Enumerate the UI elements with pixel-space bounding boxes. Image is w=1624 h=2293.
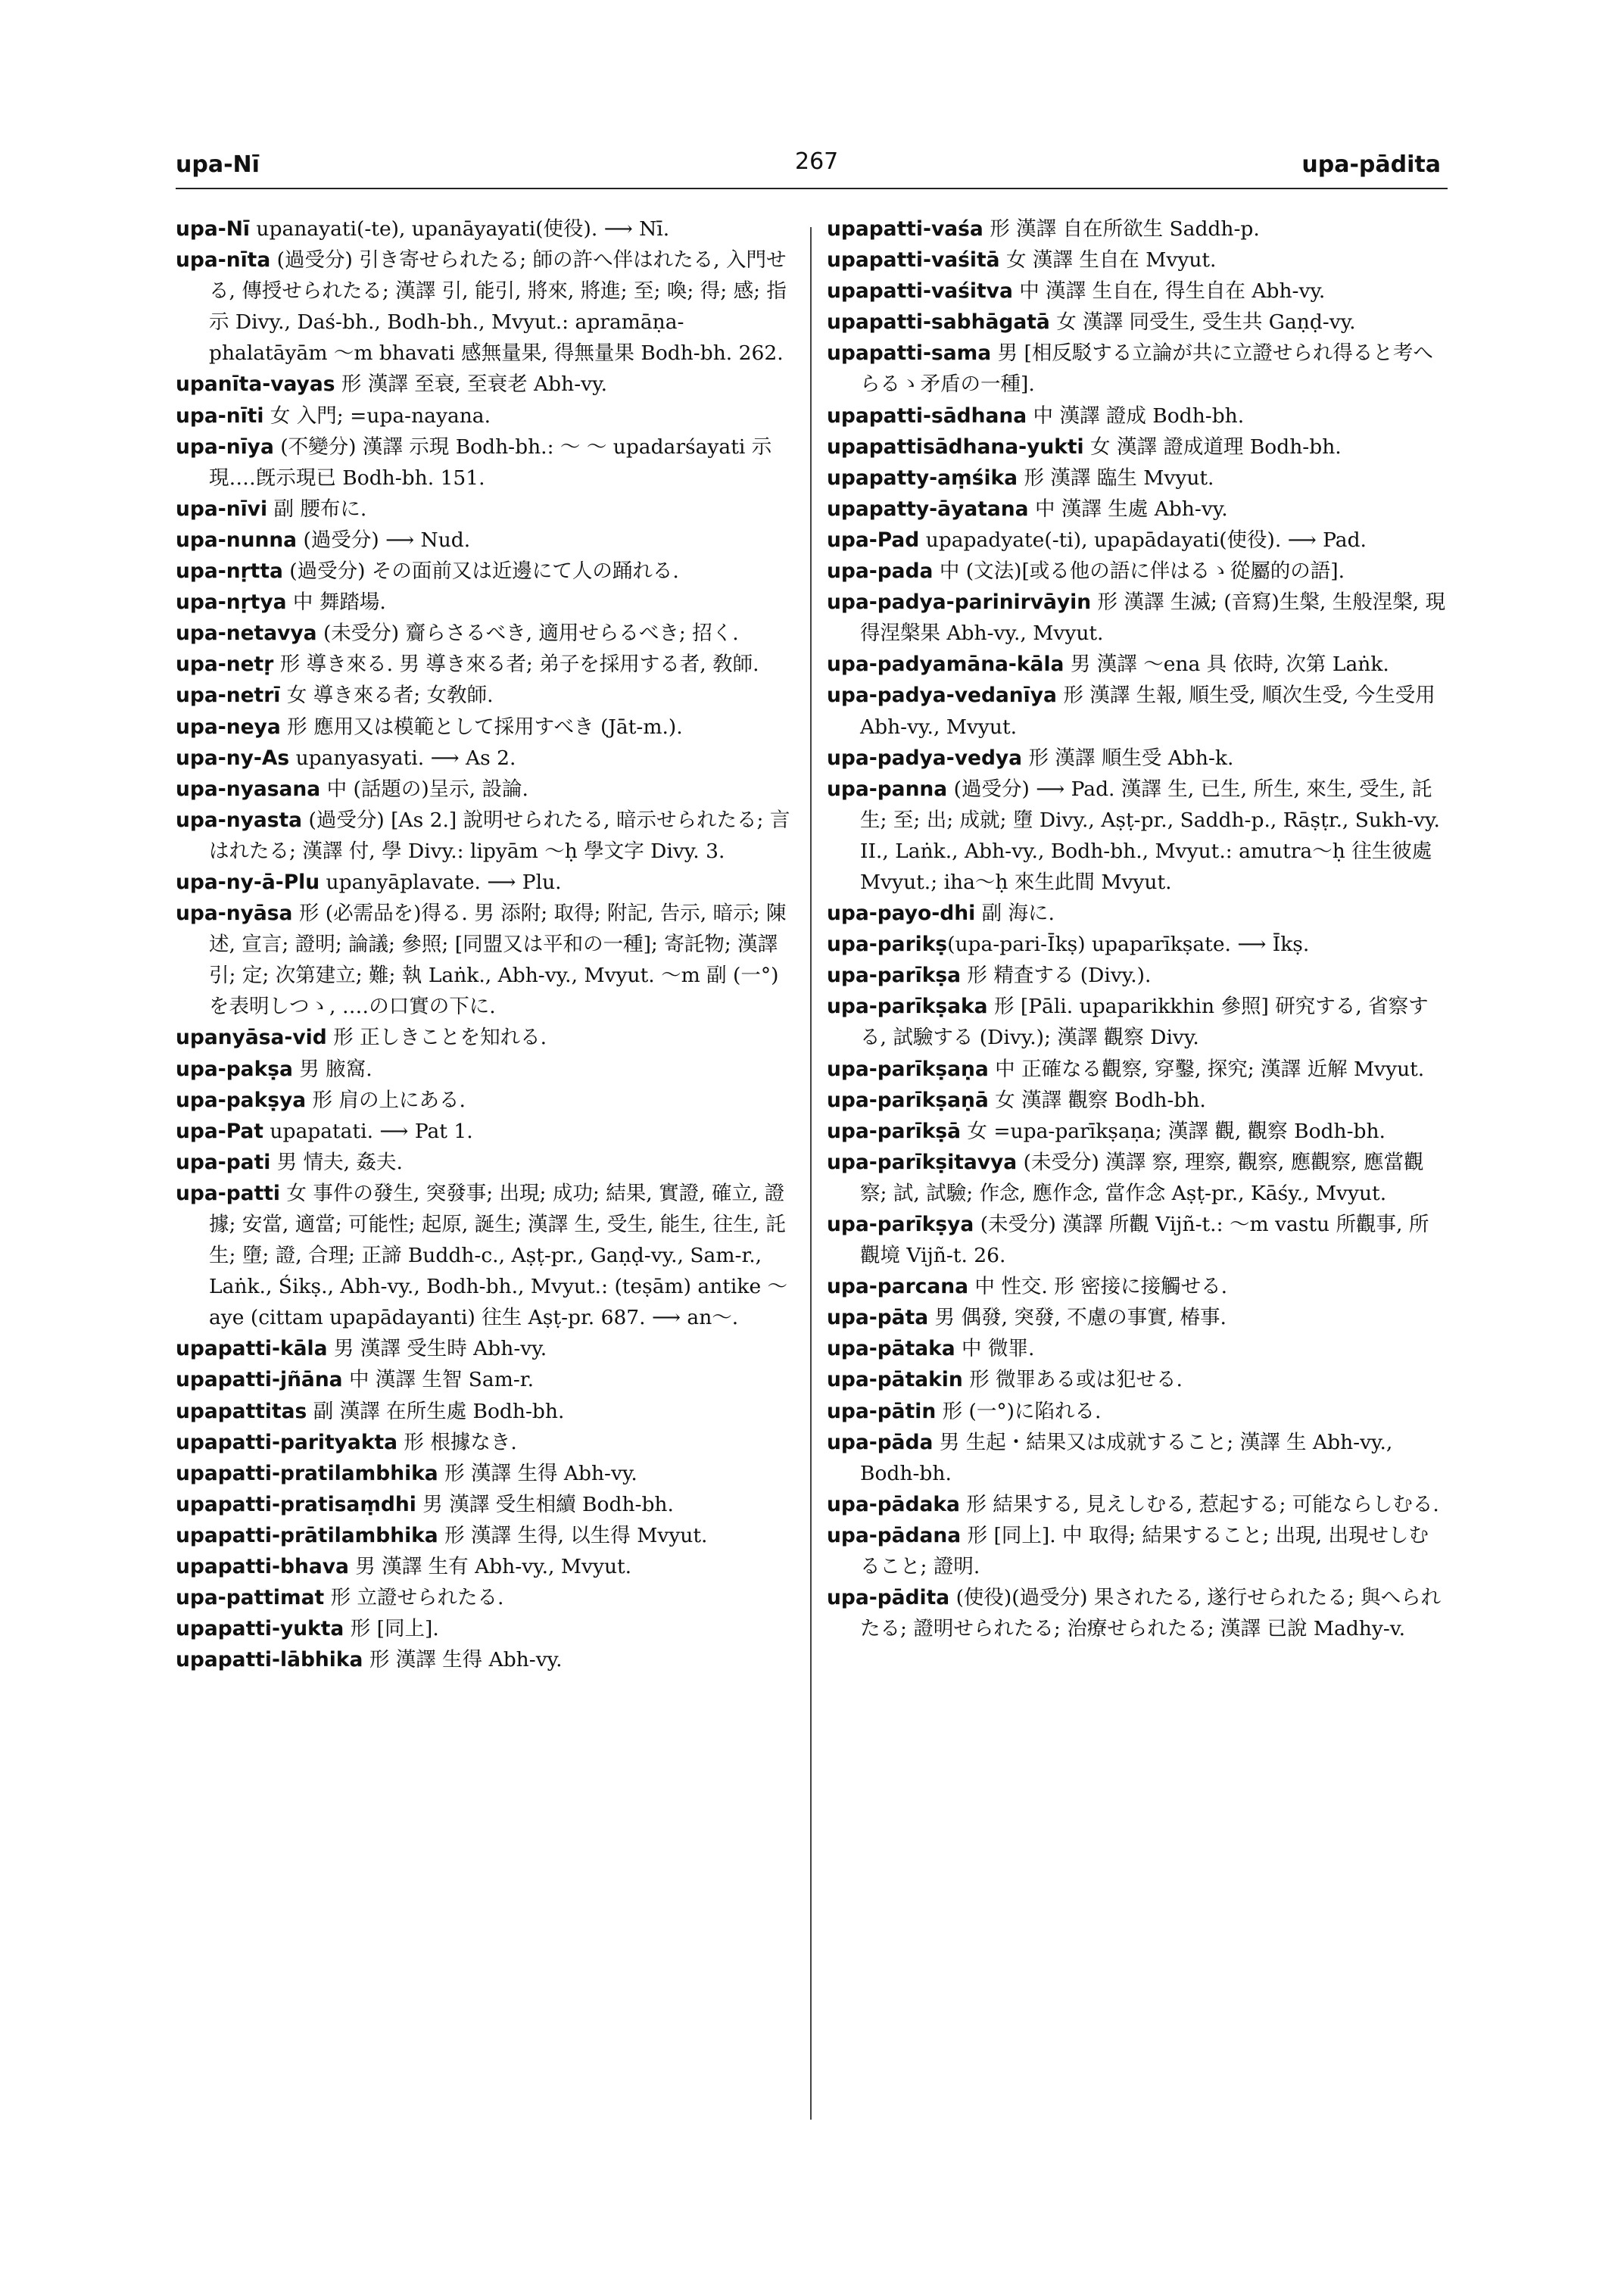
entry-headword: upapatty-aṃśika — [827, 466, 1018, 490]
entry-definition: (未受分) 齎らさるべき, 適用せらるべき; 招く. — [316, 622, 739, 646]
dictionary-entry — [176, 1333, 796, 1364]
entry-definition: 副 海に. — [975, 902, 1055, 926]
entry-headword: upapatti-parityakta — [176, 1430, 397, 1454]
dictionary-entry — [176, 1458, 796, 1489]
entry-headword: upapattitas — [176, 1399, 307, 1423]
entry-definition: 形 結果する, 見えしむる, 惹起する; 可能ならしむる. — [959, 1492, 1439, 1516]
entry-headword: upapatti-vaśitva — [827, 279, 1013, 304]
entry-definition: upanyasyati. ⟶ As 2. — [289, 746, 516, 770]
entry-definition: 形 漢譯 生得, 以生得 Mvyut. — [438, 1523, 708, 1547]
entry-headword: upa-netavya — [176, 622, 317, 646]
entry-definition: 男 漢譯 生有 Abh-vy., Mvyut. — [348, 1555, 632, 1579]
entry-headword: upa-netrī — [176, 684, 281, 708]
entry-headword: upapatti-prātilambhika — [176, 1523, 438, 1547]
left-column — [176, 213, 796, 1675]
entry-headword: upanyāsa-vid — [176, 1026, 327, 1050]
dictionary-entry — [176, 743, 796, 774]
dictionary-entry — [176, 213, 796, 245]
entry-definition: upapatati. ⟶ Pat 1. — [263, 1119, 473, 1143]
entry-definition: 中 漢譯 證成 Bodh-bh. — [1027, 403, 1245, 428]
entry-definition: 形 漢譯 生報, 順生受, 順次生受, 今生受用 Abh-vy., Mvyut. — [860, 684, 1435, 739]
entry-definition: 男 漢譯 受生時 Abh-vy. — [327, 1337, 547, 1361]
dictionary-entry — [827, 1520, 1448, 1582]
entry-headword: upa-nīya — [176, 435, 274, 459]
entry-headword: upa-nīti — [176, 403, 264, 428]
dictionary-entry — [176, 1644, 796, 1675]
dictionary-entry — [827, 1489, 1448, 1520]
entry-headword: upapatti-sādhana — [827, 403, 1027, 428]
dictionary-entry — [176, 1427, 796, 1458]
dictionary-entry — [827, 463, 1448, 494]
entry-definition: 形 應用又は模範として採用すべき (Jāt-m.). — [280, 715, 683, 739]
entry-definition: 男 漢譯 受生相續 Bodh-bh. — [416, 1492, 674, 1516]
entry-headword: upa-nyasta — [176, 808, 303, 832]
entry-definition: 形 (必需品を)得る. 男 添附; 取得; 附記, 告示, 暗示; 陳述, 宣言; 證明; 論議; 參照; [同盟又は平和の一種]; 寄託物; 漢譯 引; 定; 次第建立; 難; 執 Laṅk., Abh-vy., Mvyut. ～m 副 (一°)を表明しつゝ, ‥‥の口實の下に. — [209, 902, 787, 1019]
entry-headword: upa-payo-dhi — [827, 902, 976, 926]
entry-headword: upapatti-pratilambhika — [176, 1461, 438, 1485]
entry-headword: upa-pati — [176, 1150, 271, 1174]
dictionary-entry — [176, 680, 796, 711]
dictionary-entry — [827, 680, 1448, 742]
dictionary-entry — [827, 1396, 1448, 1427]
entry-headword: upa-padya-vedanīya — [827, 684, 1057, 708]
entry-definition: 形 漢譯 自在所欲生 Saddh-p. — [983, 217, 1260, 241]
dictionary-entry — [176, 898, 796, 1022]
dictionary-entry — [827, 1116, 1448, 1147]
entry-headword: upa-parīkṣitavya — [827, 1150, 1018, 1174]
entry-headword: upapatti-pratisaṃdhi — [176, 1492, 416, 1516]
entry-headword: upapatty-āyatana — [827, 497, 1029, 521]
entry-definition: 中 微罪. — [955, 1337, 1035, 1361]
dictionary-entry — [827, 213, 1448, 245]
dictionary-entry — [176, 1054, 796, 1085]
entry-headword: upapatti-vaśitā — [827, 248, 1000, 273]
entry-headword: upa-patti — [176, 1181, 280, 1205]
entry-headword: upapatti-kāla — [176, 1337, 328, 1361]
dictionary-entry — [827, 1333, 1448, 1364]
entry-headword: upapatti-yukta — [176, 1617, 344, 1641]
entry-headword: upa-parcana — [827, 1275, 968, 1299]
dictionary-entry — [827, 1054, 1448, 1085]
entry-headword: upa-padya-parinirvāyin — [827, 590, 1092, 615]
dictionary-entry — [827, 307, 1448, 338]
entry-definition: 中 正確なる觀察, 穿鑿, 探究; 漢譯 近解 Mvyut. — [988, 1057, 1425, 1081]
dictionary-entry — [827, 400, 1448, 431]
entry-definition: 女 漢譯 生自在 Mvyut. — [999, 248, 1217, 273]
entry-headword: upapatti-lābhika — [176, 1648, 363, 1672]
entry-definition: (不變分) 漢譯 示現 Bodh-bh.: ～ ～ upadarśayati 示現‥‥旣示現已 Bodh-bh. 151. — [209, 435, 772, 490]
entry-headword: upa-nīta — [176, 248, 271, 273]
entry-headword: upa-Pat — [176, 1119, 263, 1143]
dictionary-entry — [827, 929, 1448, 960]
entry-definition: 男 [相反駁する立論が共に立證せられ得ると考へらるゝ矛盾の一種]. — [860, 341, 1433, 397]
dictionary-entry — [176, 774, 796, 805]
entry-headword: upa-pāda — [827, 1430, 934, 1454]
entry-definition: 形 漢譯 生得 Abh-vy. — [363, 1648, 563, 1672]
dictionary-entry — [176, 1178, 796, 1333]
entry-definition: (未受分) 漢譯 察, 理察, 觀察, 應觀察, 應當觀察; 試, 試驗; 作念, 應作念, 當作念 Aṣṭ-pr., Kāśy., Mvyut. — [860, 1150, 1424, 1205]
entry-headword: upapatti-sama — [827, 341, 992, 366]
entry-definition: 形 漢譯 生得 Abh-vy. — [438, 1461, 637, 1485]
entry-definition: (過受分) ⟶ Nud. — [297, 528, 471, 552]
dictionary-entry — [827, 1147, 1448, 1209]
dictionary-entry — [176, 587, 796, 618]
entry-definition: 副 漢譯 在所生處 Bodh-bh. — [307, 1399, 565, 1423]
entry-definition: 女 漢譯 證成道理 Bodh-bh. — [1083, 435, 1342, 459]
entry-headword: upa-nyāsa — [176, 902, 293, 926]
dictionary-entry — [176, 494, 796, 525]
entry-definition: 男 腋窩. — [292, 1057, 372, 1081]
entry-definition: 女 導き來る者; 女敎師. — [280, 684, 494, 708]
entry-headword: upa-neya — [176, 715, 281, 739]
entry-headword: upa-Nī — [176, 217, 250, 241]
entry-headword: upa-parīkṣaka — [827, 995, 988, 1019]
entry-definition: 形 漢譯 臨生 Mvyut. — [1018, 466, 1214, 490]
dictionary-entry — [176, 867, 796, 898]
entry-definition: 形 漢譯 生滅; (音寫)生槃, 生般涅槃, 現得涅槃果 Abh-vy., Mvyut. — [860, 590, 1446, 646]
entry-definition: (未受分) 漢譯 所觀 Vijñ-t.: ～m vastu 所觀事, 所觀境 Vijñ-t. 26. — [860, 1213, 1429, 1268]
entry-definition: 女 漢譯 觀察 Bodh-bh. — [988, 1088, 1206, 1112]
dictionary-entry — [176, 1022, 796, 1053]
entry-headword: upa-ny-As — [176, 746, 290, 770]
dictionary-entry — [827, 1582, 1448, 1644]
entry-headword: upa-parīkṣaṇā — [827, 1088, 989, 1112]
entry-headword: upa-pātaka — [827, 1337, 955, 1361]
entry-definition: 中 漢譯 生智 Sam-r. — [342, 1368, 534, 1392]
dictionary-entry — [827, 649, 1448, 680]
entry-definition: 形 根據なき. — [397, 1430, 517, 1454]
running-head-right: upa-pādita — [1301, 151, 1441, 178]
dictionary-entry — [827, 1085, 1448, 1116]
entry-definition: 形 漢譯 順生受 Abh-k. — [1022, 746, 1234, 770]
entry-definition: 女 漢譯 同受生, 受生共 Gaṇḍ-vy. — [1049, 310, 1356, 335]
dictionary-entry — [827, 1302, 1448, 1333]
entry-definition: 男 偶發, 突發, 不慮の事實, 椿事. — [928, 1306, 1227, 1330]
entry-definition: 形 [同上]. 中 取得; 結果すること; 出現, 出現せしむること; 證明. — [860, 1523, 1429, 1579]
dictionary-entry — [176, 400, 796, 431]
entry-definition: 女 =upa-parīkṣaṇa; 漢譯 觀, 觀察 Bodh-bh. — [961, 1119, 1386, 1143]
page-number: 267 — [795, 148, 839, 175]
entry-definition: 中 舞踏場. — [286, 590, 386, 615]
dictionary-entry — [176, 618, 796, 649]
dictionary-entry — [827, 991, 1448, 1053]
entry-headword: upa-pattimat — [176, 1586, 325, 1610]
entry-headword: upa-pādaka — [827, 1492, 960, 1516]
entry-headword: upa-pāta — [827, 1306, 929, 1330]
dictionary-entry — [827, 431, 1448, 463]
dictionary-entry — [827, 960, 1448, 991]
entry-headword: upa-pātin — [827, 1399, 937, 1423]
entry-headword: upa-parikṣ — [827, 933, 948, 957]
entry-headword: upa-parīkṣaṇa — [827, 1057, 989, 1081]
dictionary-entry — [176, 556, 796, 587]
entry-headword: upa-nunna — [176, 528, 298, 552]
dictionary-entry — [176, 1520, 796, 1551]
entry-definition: 女 事件の發生, 突發事; 出現; 成功; 結果, 實證, 確立, 證據; 安當, 適當; 可能性; 起原, 誕生; 漢譯 生, 受生, 能生, 往生, 託生; 墮; 證, 合理; 正諦 Buddh-c., Aṣṭ-pr., Gaṇḍ-vy., Sam-r., Laṅk., Śikṣ., Abh-vy., Bodh-bh., Mvyut.: (teṣām) antike ～aye (cittam upapādayanti) 往生 Aṣṭ-pr. 687. ⟶ an～. — [209, 1181, 788, 1330]
dictionary-entry — [176, 245, 796, 369]
dictionary-entry — [176, 1364, 796, 1395]
entry-definition: 男 漢譯 ～ena 具 依時, 次第 Laṅk. — [1064, 653, 1389, 677]
dictionary-entry — [176, 1613, 796, 1644]
column-divider — [810, 227, 812, 2120]
entry-definition: 形 [同上]. — [344, 1617, 439, 1641]
dictionary-entry — [176, 1551, 796, 1582]
dictionary-entry — [827, 276, 1448, 307]
dictionary-entry — [176, 712, 796, 743]
entry-headword: upa-pakṣya — [176, 1088, 307, 1112]
dictionary-entry — [827, 774, 1448, 898]
entry-headword: upapatti-sabhāgatā — [827, 310, 1050, 335]
entry-definition: 中 性交. 形 密接に接觸せる. — [968, 1275, 1228, 1299]
entry-headword: upapattisādhana-yukti — [827, 435, 1084, 459]
dictionary-entry — [827, 1271, 1448, 1302]
entry-headword: upa-parīkṣa — [827, 964, 961, 988]
entry-definition: 男 生起・結果又は成就すること; 漢譯 生 Abh-vy., Bodh-bh. — [860, 1430, 1393, 1485]
entry-definition: (過受分) 引き寄せられたる; 師の許へ伴はれたる, 入門せる, 傳授せられたる; 漢譯 引, 能引, 將來, 將進; 至; 喚; 得; 感; 指示 Divy., Daś-bh., Bodh-bh., Mvyut.: apramāṇa-phalatāyām ～m bhavati 感無量果, 得無量果 Bodh-bh. 262. — [209, 248, 787, 366]
dictionary-entry — [827, 898, 1448, 929]
entry-definition: 男 情夫, 姦夫. — [270, 1150, 403, 1174]
dictionary-entry — [176, 1147, 796, 1178]
entry-headword: upa-pādana — [827, 1523, 962, 1547]
entry-definition: 形 立證せられたる. — [324, 1586, 504, 1610]
dictionary-entry — [827, 587, 1448, 649]
entry-definition: 形 漢譯 至衰, 至衰老 Abh-vy. — [335, 372, 608, 397]
entry-headword: upanīta-vayas — [176, 372, 335, 397]
running-head-left: upa-Nī — [176, 151, 260, 178]
entry-definition: 中 (話題の)呈示, 設論. — [320, 777, 528, 801]
dictionary-entry — [176, 1085, 796, 1116]
dictionary-entry — [176, 805, 796, 867]
entry-definition: 形 [Pāli. upaparikkhin 參照] 研究する, 省察する, 試驗する (Divy.); 漢譯 觀察 Divy. — [860, 995, 1429, 1050]
entry-headword: upa-pakṣa — [176, 1057, 293, 1081]
entry-headword: upapatti-vaśa — [827, 217, 983, 241]
entry-definition: 中 漢譯 生處 Abh-vy. — [1028, 497, 1228, 521]
dictionary-entry — [827, 245, 1448, 276]
dictionary-entry — [176, 1396, 796, 1427]
entry-definition: (使役)(過受分) 果されたる, 遂行せられたる; 與へられたる; 證明せられたる; 治療せられたる; 漢譯 已說 Madhy-v. — [860, 1586, 1442, 1641]
entry-definition: upapadyate(-ti), upapādayati(使役). ⟶ Pad. — [919, 528, 1367, 552]
entry-headword: upa-netṛ — [176, 653, 274, 677]
entry-definition: 形 (一°)に陷れる. — [936, 1399, 1102, 1423]
dictionary-entry — [827, 338, 1448, 400]
dictionary-entry — [827, 743, 1448, 774]
entry-definition: 副 腰布に. — [267, 497, 367, 521]
entry-headword: upa-panna — [827, 777, 948, 801]
entry-definition: upanayati(-te), upanāyayati(使役). ⟶ Nī. — [249, 217, 670, 241]
dictionary-entry — [176, 649, 796, 680]
dictionary-entry — [827, 525, 1448, 556]
entry-headword: upa-padya-vedya — [827, 746, 1023, 770]
dictionary-entry — [827, 556, 1448, 587]
dictionary-entry — [176, 369, 796, 400]
entry-headword: upa-nyasana — [176, 777, 321, 801]
entry-definition: 形 微罪ある或は犯せる. — [962, 1368, 1183, 1392]
entry-headword: upa-ny-ā-Plu — [176, 870, 320, 894]
entry-definition: 形 精査する (Divy.). — [961, 964, 1152, 988]
entry-headword: upapatti-bhava — [176, 1555, 349, 1579]
dictionary-entry — [827, 1364, 1448, 1395]
entry-headword: upa-nṛtya — [176, 590, 287, 615]
entry-headword: upa-pādita — [827, 1586, 950, 1610]
dictionary-entry — [176, 1116, 796, 1147]
entry-definition: 形 正しきことを知れる. — [326, 1026, 547, 1050]
entry-definition: (過受分) [As 2.] 說明せられたる, 暗示せられたる; 言はれたる; 漢譯 付, 學 Divy.: lipyām ～ḥ 學文字 Divy. 3. — [209, 808, 790, 863]
entry-headword: upa-Pad — [827, 528, 920, 552]
right-column — [827, 213, 1448, 1644]
entry-headword: upapatti-jñāna — [176, 1368, 343, 1392]
entry-definition: 形 肩の上にある. — [306, 1088, 466, 1112]
entry-definition: (過受分) ⟶ Pad. 漢譯 生, 已生, 所生, 來生, 受生, 託生; 至; 出; 成就; 墮 Divy., Aṣṭ-pr., Saddh-p., Rāṣṭr., Sukh-vy. II., Laṅk., Abh-vy., Bodh-bh., Mvyut.: amutra～ḥ 往生彼處 Mvyut.; iha～ḥ 來生此間 Mvyut. — [860, 777, 1440, 894]
header-rule — [176, 188, 1448, 189]
entry-definition: upanyāplavate. ⟶ Plu. — [320, 870, 562, 894]
entry-headword: upa-parīkṣā — [827, 1119, 961, 1143]
entry-definition: 女 入門; =upa-nayana. — [263, 403, 491, 428]
entry-definition: (upa-pari-Īkṣ) upaparīkṣate. ⟶ Īkṣ. — [947, 933, 1310, 957]
dictionary-entry — [827, 1209, 1448, 1271]
dictionary-entry — [827, 494, 1448, 525]
entry-headword: upa-nīvi — [176, 497, 268, 521]
entry-definition: 形 導き來る. 男 導き來る者; 弟子を採用する者, 敎師. — [273, 653, 759, 677]
entry-headword: upa-padyamāna-kāla — [827, 653, 1064, 677]
dictionary-entry — [176, 525, 796, 556]
dictionary-entry — [176, 1582, 796, 1613]
dictionary-entry — [176, 1489, 796, 1520]
entry-headword: upa-pada — [827, 559, 934, 584]
entry-headword: upa-pātakin — [827, 1368, 963, 1392]
entry-definition: 中 漢譯 生自在, 得生自在 Abh-vy. — [1012, 279, 1326, 304]
dictionary-entry — [827, 1427, 1448, 1489]
entry-headword: upa-parīkṣya — [827, 1213, 974, 1236]
entry-definition: (過受分) その面前又は近邊にて人の踊れる. — [282, 559, 679, 584]
entry-headword: upa-nṛtta — [176, 559, 283, 584]
entry-definition: 中 (文法)[或る他の語に伴はるゝ從屬的の語]. — [933, 559, 1345, 584]
dictionary-entry — [176, 431, 796, 494]
